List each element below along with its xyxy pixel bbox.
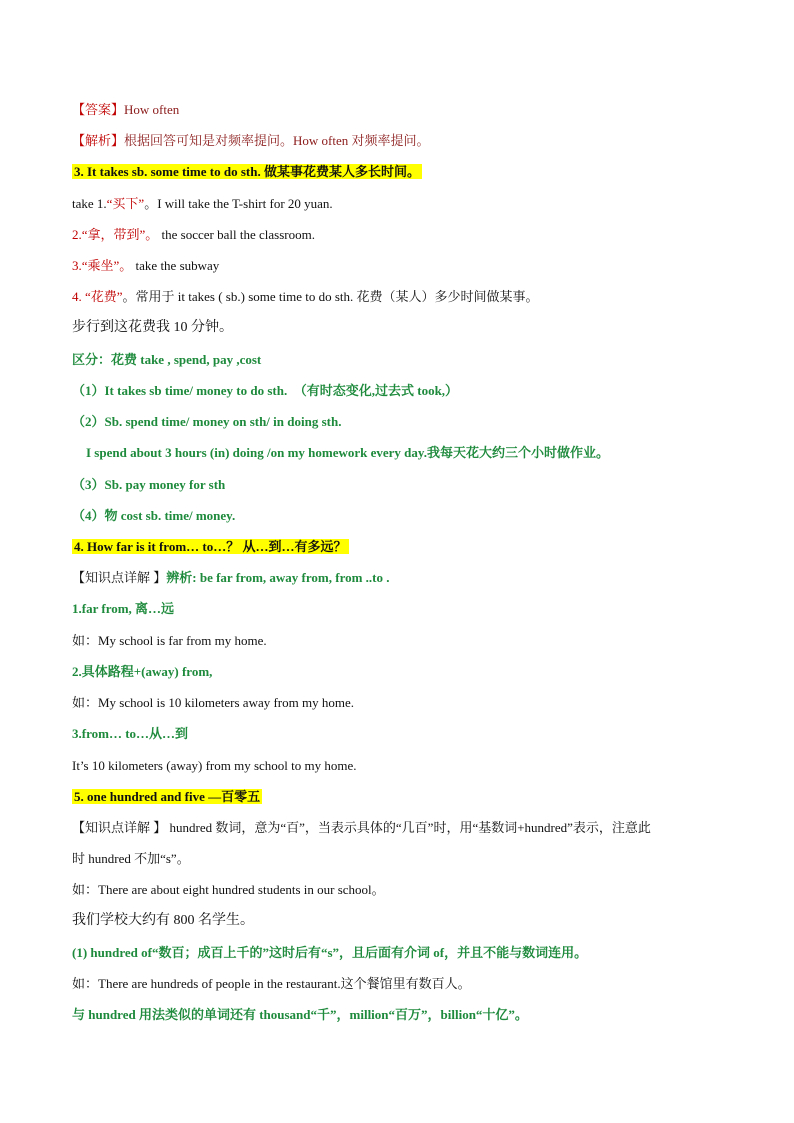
- take-2-meaning: 2.“拿，带到”。: [72, 227, 159, 242]
- diff-3: （3）Sb. pay money for sth: [72, 477, 226, 492]
- knowledge-1: [72, 569, 390, 587]
- example-4-cn: 我们学校大约有 800 名学生。: [72, 913, 254, 928]
- example-1: 如：My school is far from my home.: [72, 633, 267, 648]
- heading-4-text: 4. How far is it from… to…？ 从…到…有多远？: [74, 539, 347, 554]
- take-1-meaning: “买下”: [106, 196, 145, 211]
- take-4: [72, 288, 539, 306]
- example-5: 如：There are hundreds of people in the restaurant.这个餐馆里有数百人。: [72, 976, 471, 991]
- far-3: 3.from… to…从…到: [72, 726, 189, 741]
- knowledge-2-tag: 【知识点详解 】: [72, 820, 167, 835]
- diff-1-note: （有时态变化,过去式 took,）: [293, 383, 459, 398]
- knowledge-2: [72, 819, 651, 837]
- knowledge-2-cont: 时 hundred 不加“s”。: [72, 851, 190, 866]
- take-4-usage: 。常用于 it takes ( sb.) some time to do sth. 花费（某人）多少时间做某事。: [122, 289, 539, 304]
- take-3: [72, 257, 219, 275]
- take-1-prefix: take 1.: [72, 196, 107, 211]
- take-4-meaning: 4. “花费”: [72, 289, 123, 304]
- heading-3-text: 3. It takes sb. some time to do sth. 做某事花费某人多长时间。: [74, 164, 420, 179]
- heading-3: [72, 163, 422, 181]
- diff-2-example: I spend about 3 hours (in) doing /on my homework every day.我每天花大约三个小时做作业。: [86, 445, 609, 460]
- diff-title: 区分：花费 take , spend, pay ,cost: [72, 352, 262, 367]
- heading-4: [72, 538, 349, 556]
- answer-line: [72, 101, 179, 119]
- analysis-line: [72, 132, 430, 150]
- take-2-example: the soccer ball the classroom.: [158, 227, 315, 242]
- example-4: 如：There are about eight hundred students in our school。: [72, 882, 385, 897]
- far-1: 1.far from, 离…远: [72, 601, 175, 616]
- heading-5: [72, 788, 262, 806]
- example-2: 如：My school is 10 kilometers away from my home.: [72, 695, 354, 710]
- walk-example: 步行到这花费我 10 分钟。: [72, 320, 233, 335]
- knowledge-2-text: hundred 数词，意为“百”，当表示具体的“几百”时，用“基数词+hundred”表示，注意此: [166, 820, 651, 835]
- diff-1-rule: （1）It takes sb time/ money to do sth.: [72, 383, 288, 398]
- hundreds-of: (1) hundred of“数百；成百上千的”这时后有“s”，且后面有介词 of，并且不能与数词连用。: [72, 945, 588, 960]
- knowledge-1-tag: 【知识点详解 】: [72, 570, 167, 585]
- take-1-example: 。I will take the T-shirt for 20 yuan.: [144, 196, 333, 211]
- take-3-example: take the subway: [132, 258, 220, 273]
- similar-words: 与 hundred 用法类似的单词还有 thousand“千”，million“百万”，billion“十亿”。: [72, 1007, 528, 1022]
- far-2: 2.具体路程+(away) from,: [72, 664, 213, 679]
- heading-5-text: 5. one hundred and five —百零五: [74, 789, 261, 804]
- take-1: [72, 195, 333, 213]
- knowledge-1-text: 辨析: be far from, away from, from ..to .: [166, 570, 390, 585]
- take-3-meaning: 3.“乘坐”。: [72, 258, 133, 273]
- take-2: [72, 226, 315, 244]
- example-3: It’s 10 kilometers (away) from my school to my home.: [72, 758, 357, 773]
- answer-tag: 【答案】: [72, 102, 125, 117]
- analysis-tag: 【解析】: [72, 133, 125, 148]
- answer-text: How often: [124, 102, 180, 117]
- analysis-text: 根据回答可知是对频率提问。How often 对频率提问。: [124, 133, 430, 148]
- diff-4: （4）物 cost sb. time/ money.: [72, 508, 236, 523]
- diff-1: [72, 382, 458, 400]
- diff-2: （2）Sb. spend time/ money on sth/ in doing sth.: [72, 414, 342, 429]
